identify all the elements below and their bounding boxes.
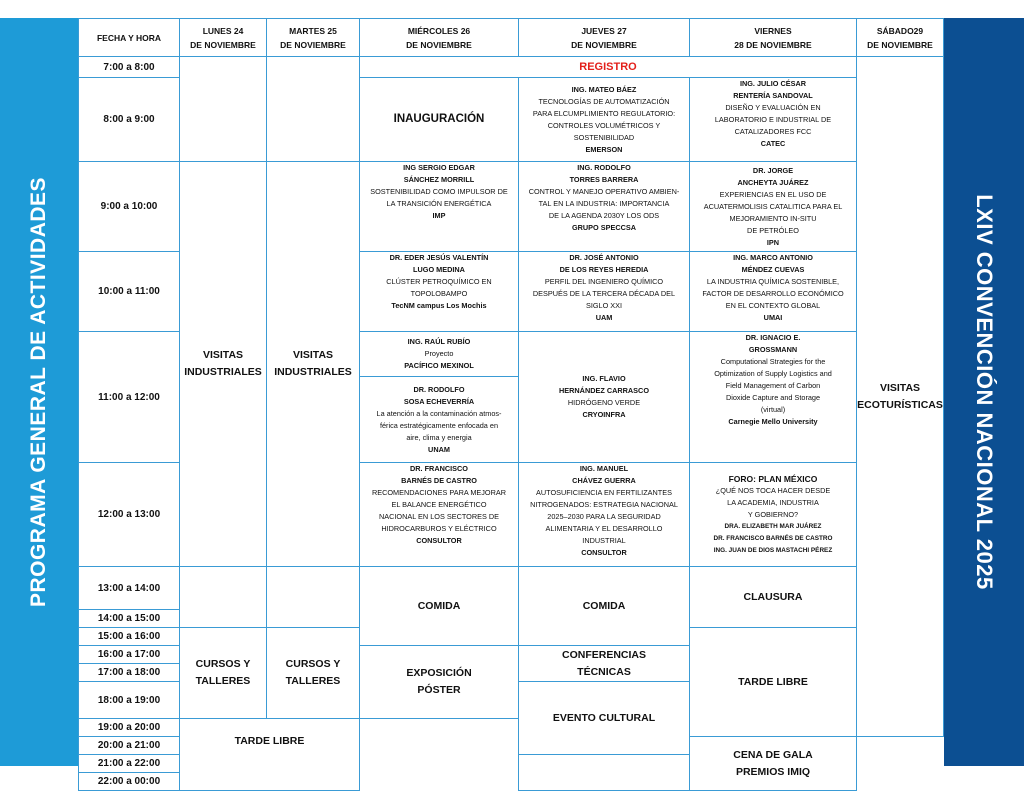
time-slot: 20:00 a 21:00 <box>78 736 180 755</box>
tarde-libre-evening: TARDE LIBRE <box>179 718 360 791</box>
martes-cursos-talleres: CURSOS Y TALLERES <box>266 627 360 719</box>
time-slot: 9:00 a 10:00 <box>78 161 180 252</box>
talk-mie-11b: DR. RODOLFO SOSA ECHEVERRÍA La atención a la contaminación atmos- férica estratégicamente enfocada en aire, clima y energia UNAM <box>359 376 519 463</box>
talk-jue-11: ING. FLAVIO HERNÁNDEZ CARRASCO HIDRÓGENO VERDE CRYOINFRA <box>518 331 690 463</box>
time-slot: 17:00 a 18:00 <box>78 663 180 682</box>
clausura: CLAUSURA <box>689 566 857 628</box>
header-sabado: SÁBADO29 DE NOVIEMBRE <box>856 18 944 57</box>
conferencias-tecnicas: CONFERENCIAS TÉCNICAS <box>518 645 690 682</box>
talk-mie-10: DR. EDER JESÚS VALENTÍN LUGO MEDINA CLÚSTER PETROQUÍMICO EN TOPOLOBAMPO TecNM campus Los Mochis <box>359 251 519 332</box>
time-slot: 7:00 a 8:00 <box>78 56 180 78</box>
time-slot: 15:00 a 16:00 <box>78 627 180 646</box>
cena-de-gala: CENA DE GALA PREMIOS IMIQ <box>689 736 857 791</box>
convention-title: LXIV CONVENCIÓN NACIONAL 2025 <box>972 194 997 590</box>
jueves-empty <box>518 754 690 791</box>
time-slot: 14:00 a 15:00 <box>78 609 180 628</box>
time-slot: 8:00 a 9:00 <box>78 77 180 162</box>
martes-visitas-industriales: VISITAS INDUSTRIALES <box>266 161 360 567</box>
exposicion-poster: EXPOSICIÓN PÓSTER <box>359 645 519 719</box>
sabado-visitas-ecoturisticas: VISITAS ECOTURÍSTICAS <box>856 56 944 737</box>
tarde-libre-viernes: TARDE LIBRE <box>689 627 857 737</box>
lunes-visitas-industriales: VISITAS INDUSTRIALES <box>179 161 267 567</box>
talk-jue-8: ING. MATEO BÁEZ TECNOLOGÍAS DE AUTOMATIZACIÓN PARA ELCUMPLIMIENTO REGULATORIO: CONTROLES VOLUMÉTRICOS Y SOSTENIBILIDAD EMERSON <box>518 77 690 162</box>
comida-jueves: COMIDA <box>518 566 690 646</box>
lunes-empty <box>179 56 267 162</box>
talk-mie-11a: ING. RAÚL RUBÍO Proyecto PACÍFICO MEXINOL <box>359 331 519 377</box>
program-title: PROGRAMA GENERAL DE ACTIVIDADES <box>27 176 50 608</box>
foro-plan-mexico: FORO: PLAN MÉXICO ¿QUÉ NOS TOCA HACER DESDE LA ACADEMIA, INDUSTRIA Y GOBIERNO? DRA. ELIZABETH MAR JUÁREZ DR. FRANCISCO BARNÉS DE CASTRO ING. JUAN DE DIOS MASTACHI PÉREZ <box>689 462 857 567</box>
header-fecha: FECHA Y HORA <box>78 18 180 57</box>
talk-mie-9: ING SERGIO EDGAR SÁNCHEZ MORRILL SOSTENIBILIDAD COMO IMPULSOR DE LA TRANSICIÓN ENERGÉTICA IMP <box>359 161 519 252</box>
talk-jue-10: DR. JOSÉ ANTONIO DE LOS REYES HEREDIA PERFIL DEL INGENIERO QUÍMICO DESPUÉS DE LA TERCERA DÉCADA DEL SIGLO XXI UAM <box>518 251 690 332</box>
talk-vie-8: ING. JULIO CÉSAR RENTERÍA SANDOVAL DISEÑO Y EVALUACIÓN EN LABORATORIO E INDUSTRIAL DE CATALIZADORES FCC CATEC <box>689 77 857 162</box>
time-slot: 12:00 a 13:00 <box>78 462 180 567</box>
time-slot: 10:00 a 11:00 <box>78 251 180 332</box>
header-jueves: JUEVES 27 DE NOVIEMBRE <box>518 18 690 57</box>
lunes-cursos-talleres: CURSOS Y TALLERES <box>179 627 267 719</box>
talk-jue-12: ING. MANUEL CHÁVEZ GUERRA AUTOSUFICIENCIA EN FERTILIZANTES NITROGENADOS: ESTRATEGIA NACIONAL 2025–2030 PARA LA SEGURIDAD ALIMENTARIA Y EL DESARROLLO INDUSTRIAL CONSULTOR <box>518 462 690 567</box>
lunes-empty <box>179 566 267 628</box>
inauguracion: INAUGURACIÓN <box>359 77 519 162</box>
header-lunes: LUNES 24 DE NOVIEMBRE <box>179 18 267 57</box>
time-slot: 13:00 a 14:00 <box>78 566 180 610</box>
time-slot: 22:00 a 00:00 <box>78 772 180 791</box>
registro: REGISTRO <box>359 56 857 78</box>
header-martes: MARTES 25 DE NOVIEMBRE <box>266 18 360 57</box>
martes-empty <box>266 566 360 628</box>
time-slot: 16:00 a 17:00 <box>78 645 180 664</box>
time-slot: 18:00 a 19:00 <box>78 681 180 719</box>
time-slot: 11:00 a 12:00 <box>78 331 180 463</box>
talk-vie-9: DR. JORGE ANCHEYTA JUÁREZ EXPERIENCIAS EN EL USO DE ACUATERMOLISIS CATALITICA PARA EL MEJORAMIENTO IN-SITU DE PETRÓLEO IPN <box>689 161 857 252</box>
header-miercoles: MIÉRCOLES 26 DE NOVIEMBRE <box>359 18 519 57</box>
time-slot: 19:00 a 20:00 <box>78 718 180 737</box>
time-slot: 21:00 a 22:00 <box>78 754 180 773</box>
comida-miercoles: COMIDA <box>359 566 519 646</box>
talk-mie-12: DR. FRANCISCO BARNÉS DE CASTRO RECOMENDACIONES PARA MEJORAR EL BALANCE ENERGÉTICO NACIONAL EN LOS SECTORES DE HIDROCARBUROS Y ELÉCTRICO CONSULTOR <box>359 462 519 567</box>
martes-empty <box>266 56 360 162</box>
evento-cultural: EVENTO CULTURAL <box>518 681 690 755</box>
header-viernes: VIERNES 28 DE NOVIEMBRE <box>689 18 857 57</box>
talk-vie-10: ING. MARCO ANTONIO MÉNDEZ CUEVAS LA INDUSTRIA QUÍMICA SOSTENIBLE, FACTOR DE DESARROLLO ECONÓMICO EN EL CONTEXTO GLOBAL UMAI <box>689 251 857 332</box>
talk-vie-11: DR. IGNACIO E. GROSSMANN Computational Strategies for the Optimization of Supply Logistics and Field Management of Carbon Dioxide Capture and Storage (virtual) Carnegie Mello University <box>689 331 857 463</box>
talk-jue-9: ING. RODOLFO TORRES BARRERA CONTROL Y MANEJO OPERATIVO AMBIEN- TAL EN LA INDUSTRIA: IMPORTANCIA DE LA AGENDA 2030Y LOS ODS GRUPO SPECCSA <box>518 161 690 252</box>
